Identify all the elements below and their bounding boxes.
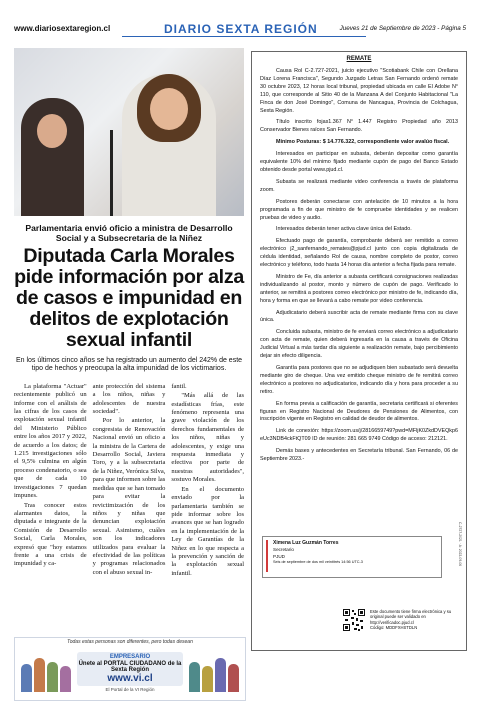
notice-paragraph: Interesados deberán tener activa clave única del Estado. [276, 226, 412, 233]
signer-role: Secretario [273, 547, 294, 552]
qr-code-value: Código: MDDFXHSTDLN [370, 624, 418, 630]
article-lead: En los últimos cinco años se ha registrado un aumento del 242% de este tipo de hechos y preocupa la alta impunidad de los victimarios. [15, 357, 243, 373]
notice-paragraph: Subasta se realizará mediante video conferencia a través de plataforma zoom. [260, 178, 458, 193]
article-paragraph: La plataforma "Actuar" recientemente publicó un informe con el análisis de las cifras de los casos de explotación sexual infantil del Ministerio Público entre los años 2017 y 2022, de acuerdo a los datos; de 1.215 investigaciones sólo el 9,5% culmina en algún proceso condenatorio, o sea que de cada 10 investigaciones 7 quedan impunes. [14, 382, 87, 500]
notice-paragraph: Postores deberán conectarse con antelación de 10 minutos a la hora programada a fin de que ministro de fe compruebe identidades y se realicen pruebas de video y audio. [260, 198, 458, 221]
article-paragraph: Tras conocer estos alarmantes datos, la diputada e integrante de la Comisión de Desarrollo Social, Carla Morales, expresó que "hoy estamos frente a una crisis de impunidad y ca- [14, 501, 87, 568]
article-paragraph: fantil. [171, 382, 187, 390]
banner-line: Únete al PORTAL CIUDADANO de la Sexta Región [78, 661, 182, 673]
article-photo [14, 48, 244, 216]
vertical-code: C-2727-2021 · A: 2023-09-06 [458, 522, 462, 567]
banner-footer: El Portal de la VI Región [105, 687, 155, 692]
photo-person-right [122, 74, 216, 216]
signer-name: Ximena Luz Guzmán Torres [273, 540, 339, 546]
notice-body [260, 68, 458, 468]
article-column-1 [14, 383, 87, 618]
signer-org: PJUD [273, 554, 285, 559]
qr-description: Este documento tiene firma electrónica y su original puede ser validado en http://verificadoc.pjud.cl [370, 609, 452, 625]
notice-paragraph: Causa Rol C-2.727-2021, juicio ejecutivo "Scotiabank Chile con Orellana Díaz Lorena Francisca", Segundo Juzgado Letras San Fernando ordenó remate 30 octubre 2023, 12 horas local tribunal, propiedad ubicada en calle El Adobe N° 110, que corresponde al Sitio 40 de la Manzana A del Conjunto Habitacional "La Finca de don José Domingo", Comuna de Nancagua, Provincia de Colchagua, Sexta Región. [260, 68, 458, 114]
notice-paragraph: Efectuado pago de garantía, comprobante deberá ser remitido a correo electrónico j2_sanfernando_remates@pjud.cl junto con copia digitalizada de cédula identidad, señalando Rol de causa, nombre completo de postor, correo electrónico y teléfono, todo hasta 14 horas día anterior a fecha fijada para remate. [260, 238, 458, 269]
site-url[interactable]: www.diariosextaregion.cl [14, 24, 111, 33]
notice-paragraph: Demás bases y antecedentes en Secretaría tribunal. San Fernando, 06 de Septiembre 2023.- [260, 448, 458, 463]
banner-center [77, 652, 183, 686]
article-body [14, 383, 244, 618]
article-paragraph: En el documento enviado por la parlamentaria también se pide informar sobre los avances que se han logrado en la implementación de la Ley de Garantías de la Niñez en lo que respecta a la prevención y sanción de la explotación sexual infantil. [171, 485, 244, 577]
article-headline: Diputada Carla Morales pide información por alza de casos e impunidad en delitos de explotación sexual infantil [14, 245, 244, 351]
signature-date: Seis de septiembre de dos mil veintitrés 14:56 UTC-3 [273, 560, 363, 564]
notice-paragraph: Ministro de Fe, día anterior a subasta certificará consignaciones realizadas individualizando al postor, monto y número de cupón de pago. Verificado lo anterior, se remitirá a postores correo electrónico por ministro de fe, indicando día, hora y forma en que se llevará a cabo remate por video conferencia. [260, 273, 458, 304]
masthead-rule [122, 36, 366, 37]
banner-top-text: Todas estas personas son diferentes, pero todas desean [15, 638, 245, 646]
article [14, 48, 244, 618]
notice-paragraph: Interesados en participar en subasta, deberán depositar como garantía equivalente 10% del mínimo fijado mediante cupón de pago del Banco Estado obtenido desde portal www.pjud.cl. [260, 151, 458, 173]
article-column-2 [93, 383, 166, 618]
dateline: Jueves 21 de Septiembre de 2023 - Página 5 [339, 25, 466, 32]
article-paragraph: ante protección del sistema a los niños, niñas y adolescentes de nuestra sociedad". [92, 382, 166, 416]
legal-notice [251, 51, 467, 651]
banner-brand: EMPRESARIO [109, 654, 151, 660]
masthead: DIARIO SEXTA REGIÓN [164, 22, 318, 36]
notice-link-paragraph[interactable]: Link de conexión: https://zoom.us/j/2816659749?pwd=MFljK0ZkdDVEQkp6eUc3NDB4ckFtQT09 ID de reunión: 281 665 9749 Código de acceso: 212121. [260, 428, 458, 443]
article-column-3 [171, 383, 244, 618]
page-header [14, 22, 466, 38]
article-paragraph: Por lo anterior, la congresista de Renovación Nacional envió un oficio a la ministra de la Cartera de Desarrollo Social, Javiera Toro, y a la subsecretaria de la Niñez, Verónica Silva, para que informen sobre las medidas que se han tomado para evitar la revictimización de los niños y niñas que denuncian explotación sexual. Asimismo, cuáles son los indicadores utilizados para evaluar la efectividad de las políticas y programas relacionados con el abuso sexual in- [92, 417, 166, 576]
banner-people-right [189, 652, 239, 692]
notice-paragraph: Garantía para postores que no se adjudiquen bien subastado será devuelta mediante giro de cheque. Una vez emitido cheque ministro de fe remitirá correo electrónico a postores no adjudicatarios, indicando día y hora para proceder a su retiro. [260, 365, 458, 395]
notice-paragraph: Título inscrito fojas1.367 N° 1.447 Registro Propiedad año 2013 Conservador Bienes raíces San Fernando. [260, 119, 458, 134]
photo-person-left [21, 98, 84, 216]
article-kicker: Parlamentaria envió oficio a ministra de Desarrollo Social y a Subsecretaria de la Niñez [25, 223, 233, 243]
banner-url[interactable]: www.vi.cl [107, 673, 153, 684]
electronic-signature [262, 536, 442, 578]
qr-validation-text [370, 609, 462, 630]
article-paragraph: "Más allá de las estadísticas frías, este fenómeno representa una grave violación de los derechos fundamentales de los niños, niñas y adolescentes, y exige una respuesta inmediata y efectiva por parte de nuestras autoridades", sostuvo Morales. [171, 392, 244, 484]
notice-paragraph: En forma previa a calificación de garantía, secretaria certificará si oferentes figuran en Registro Nacional de Deudores de Pensiones de Alimentos, con inscripción vigente en Registro en calidad de deudor de alimentos. [260, 400, 458, 423]
notice-title: REMATE [346, 56, 372, 62]
portal-ad-banner[interactable] [14, 637, 246, 701]
qr-code-icon[interactable] [342, 608, 366, 632]
notice-paragraph: Adjudicatario deberá suscribir acta de remate mediante firma con su clave única. [260, 309, 458, 324]
microphone-icon [110, 130, 113, 216]
notice-paragraph: Mínimo Posturas: $ 14.776.322, correspondiente valor avalúo fiscal. [276, 139, 450, 146]
notice-paragraph: Concluida subasta, ministro de fe enviará correo electrónico a adjudicatario con acta de remate, quien deberá ingresarla en la causa a través de Oficina Judicial Virtual a más tardar día siguiente a realización remate, bajo percibimiento dejar sin efecto diligencia. [260, 329, 458, 360]
banner-people-left [21, 652, 71, 692]
signature-accent-bar [266, 540, 268, 572]
